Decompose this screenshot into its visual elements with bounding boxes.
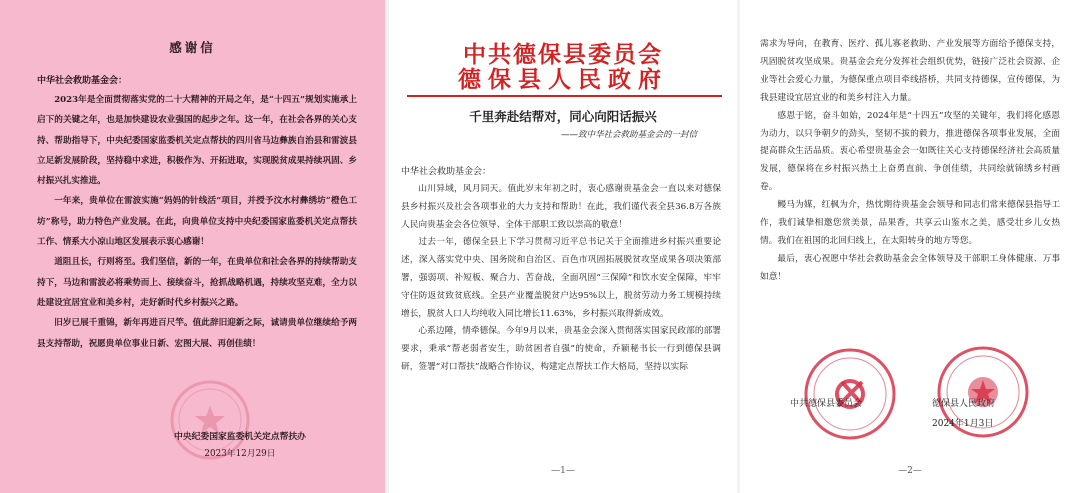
letter-signature: 中央纪委国家监委机关定点帮扶办 bbox=[174, 432, 306, 442]
paragraph: 旧岁已展千重锦，新年再进百尺竿。值此辞旧迎新之际，诚请贵单位继续给予两县支持帮助，祝愿贵单位事业日新、宏图大展、再创佳绩！ bbox=[37, 318, 357, 349]
red-divider bbox=[407, 95, 722, 97]
paragraph: 需求为导向，在教育、医疗、孤儿寡老救助、产业发展等方面给予德保支持，巩固脱贫攻坚成果。贵基金会充分发挥社会组织优势，链接广泛社会资源、企业等社会爱心力量，为德保重点项目牵线搭桥，共同支持德保，宣传德保，为我县建设宜居宜业的和美乡村注入力量。 bbox=[760, 39, 1060, 103]
paragraph: 道阻且长，行则将至。我们坚信，新的一年，在贵单位和社会各界的持续帮助支持下，马边和雷波必将乘势而上、接续奋斗，抢抓战略机遇，持续攻坚克难，全力以赴建设宜居宜业和美乡村，走好新时代乡村振兴之路。 bbox=[37, 257, 357, 308]
letter-page-1 bbox=[389, 0, 737, 493]
letter-body bbox=[37, 90, 357, 354]
header-county-government: 德保县人民政府 bbox=[458, 66, 668, 93]
thank-you-letter bbox=[0, 0, 385, 493]
letter-greeting: 中华社会救助基金会： bbox=[401, 167, 492, 177]
paragraph: 心系边陲，情牵德保。今年9月以来，贵基金会深入贯彻落实国家民政部的部署要求，秉承“帮老弱者安生，助贫困者自强”的使命，乔颖秘书长一行到德保县调研，签署“对口帮扶”战略合作协议，构建定点帮扶工作大格局，坚持以实际 bbox=[401, 326, 721, 372]
signature-county-government: 德保县人民政府 bbox=[932, 399, 996, 409]
paragraph: 一年来，贵单位在雷波实施“妈妈的针线活”项目，并授予汶水村彝绣坊“橙色工坊”称号，助力特色产业发展。在此，向贵单位支持中央纪委国家监委机关定点帮扶工作、情系大小凉山地区发展表示衷心感谢！ bbox=[37, 196, 357, 248]
paragraph: 山川异域，风月同天。值此岁末年初之时，衷心感谢贵基金会一直以来对德保县乡村振兴及社会各项事业的大力支持和帮助！在此，我们谨代表全县36.8万各族人民向贵基金会各位领导、全体干部职工致以崇高的敬意！ bbox=[401, 184, 721, 230]
paragraph: 过去一年，德保全县上下学习贯彻习近平总书记关于全面推进乡村振兴重要论述，深入落实党中央、国务院和自治区、百色市巩固拓展脱贫攻坚成果各项决策部署，强弱项、补短板、聚合力、苦奋战，全面巩固“三保障”和饮水安全保障，牢牢守住防返贫致贫底线。全县产业覆盖脱贫户达95%以上，脱贫劳动力务工规模持续增长，脱贫人口人均纯收入同比增长11.63%，乡村振兴取得新成效。 bbox=[401, 237, 721, 319]
paragraph: 2023年是全面贯彻落实党的二十大精神的开局之年，是“十四五”规划实施承上启下的关键之年，也是加快建设农业强国的起步之年。这一年，在社会各界的关心支持、帮助指导下，中央纪委国家监委机关定点帮扶的四川省马边彝族自治县和雷波县立足新发展阶段，坚持稳中求进，积极作为、开拓进取，实现脱贫成果持续巩固、乡村振兴扎实推进。 bbox=[37, 95, 357, 187]
letter-subtitle: ——致中华社会救助基金会的一封信 bbox=[560, 130, 697, 140]
letter-body bbox=[760, 36, 1060, 287]
paragraph: 鳗马为媒，红枫为介，热忱期待贵基金会领导和同志们常来德保县指导工作，我们诚挚相邀您赏美景，品果香，共享云山鉴水之美，感受壮乡儿女热情。我们在祖国的北回归线上，在太阳转身的地方等您。 bbox=[760, 200, 1060, 246]
party-seal-icon bbox=[802, 346, 898, 442]
letter-title: 千里奔赴结帮对，同心向阳话振兴 bbox=[469, 109, 657, 124]
page-number: —1— bbox=[551, 466, 575, 476]
letter-date: 2023年12月29日 bbox=[204, 449, 276, 459]
letter-greeting: 中华社会救助基金会： bbox=[37, 76, 128, 86]
paragraph: 感恩于铭，奋斗如始，2024年是“十四五”攻坚的关键年，我们将化感恩为动力，以只争朝夕的劲头，坚韧不拔的毅力，推进德保各项事业发展，全面提高群众生活品质。衷心希望贵基金会一如既往关心支持德保经济社会高质量发展，德保将在乡村振兴热土上奋勇直前、争创佳绩，共同绘就锦绣乡村画卷。 bbox=[760, 110, 1060, 193]
letter-date: 2024年1月3日 bbox=[932, 419, 994, 429]
letter-title: 感谢信 bbox=[169, 40, 216, 55]
letter-body bbox=[401, 181, 721, 377]
paragraph: 最后，衷心祝愿中华社会救助基金会全体领导及干部职工身体健康、万事如意！ bbox=[760, 253, 1060, 282]
signature-party-committee: 中共德保县委员会 bbox=[790, 399, 863, 409]
letter-page-2 bbox=[740, 0, 1080, 493]
header-party-committee: 中共德保县委员会 bbox=[463, 41, 663, 68]
page-number: —2— bbox=[898, 466, 922, 476]
